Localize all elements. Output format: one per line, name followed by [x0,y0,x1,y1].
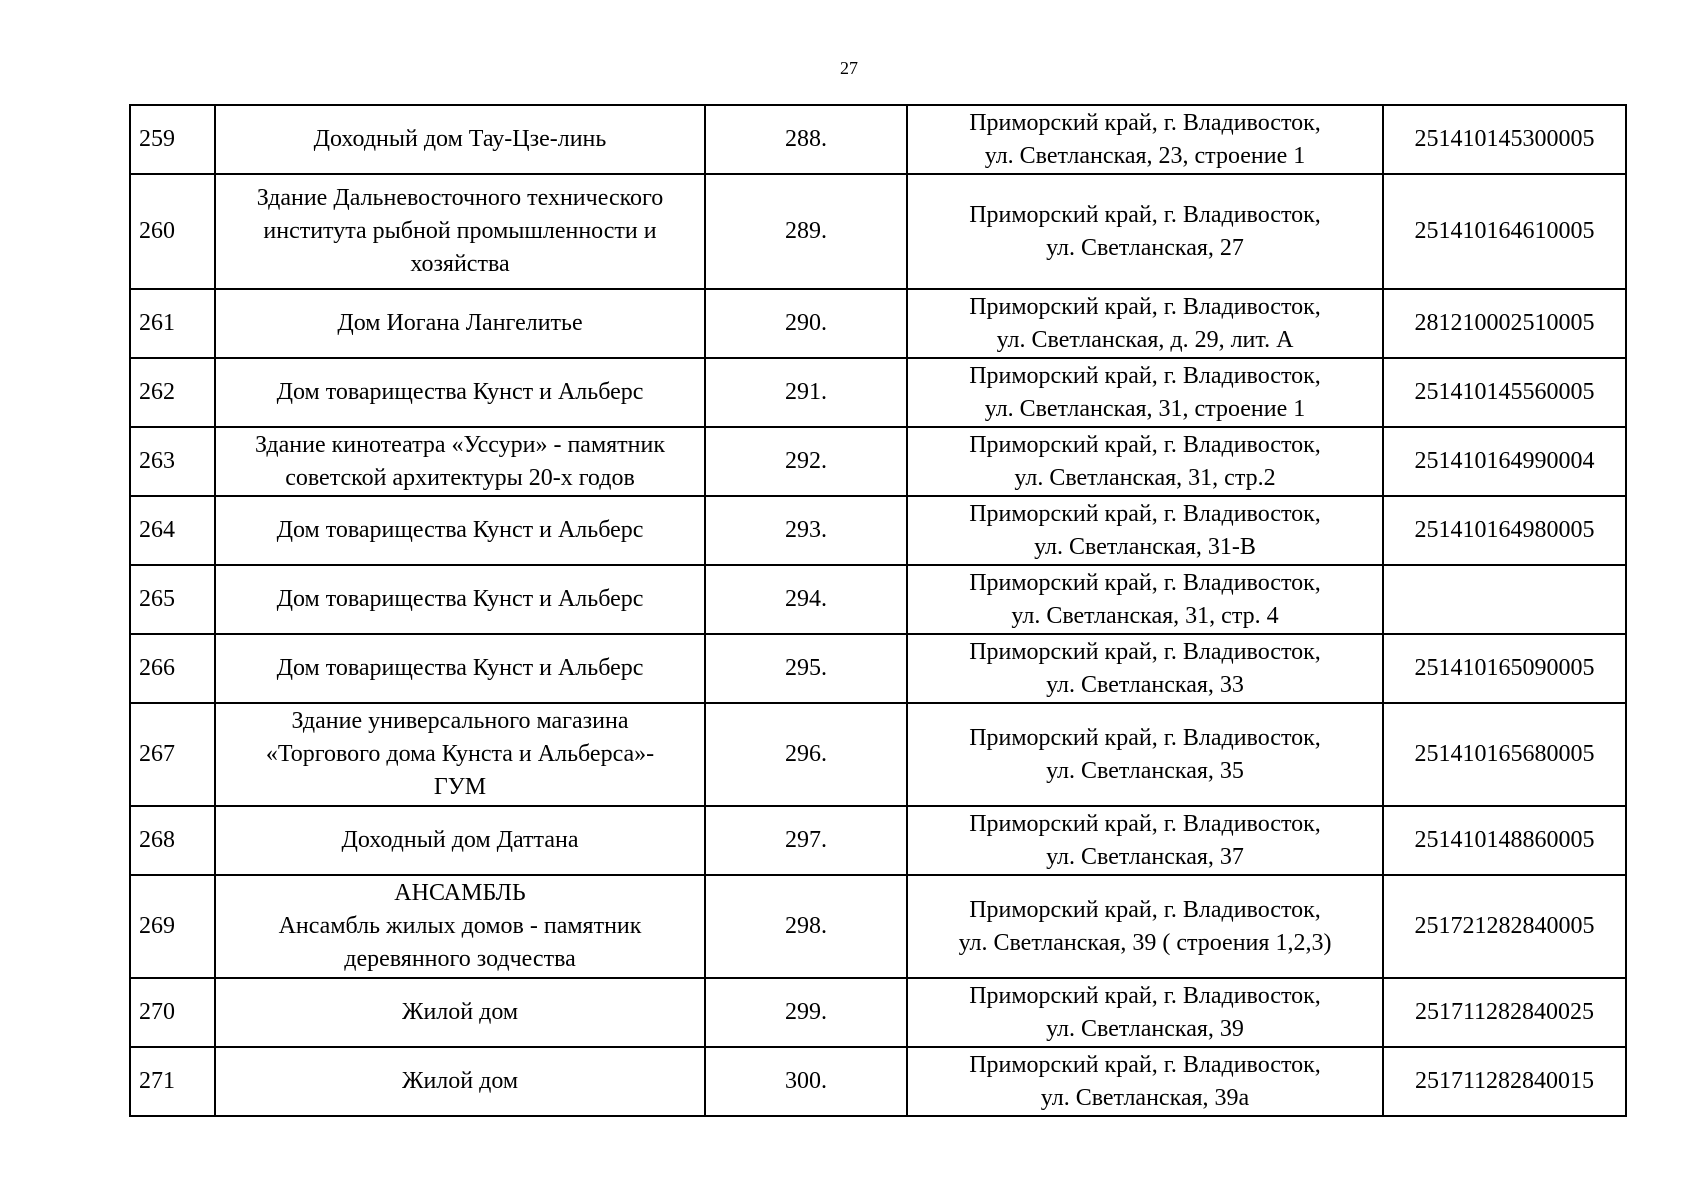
table-row [130,427,1626,496]
item-index-cell: 294. [705,565,907,634]
address-cell: Приморский край, г. Владивосток, ул. Светланская, д. 29, лит. А [907,289,1383,358]
object-name-cell: АНСАМБЛЬ Ансамбль жилых домов - памятник деревянного зодчества [215,875,705,978]
row-number-cell: 259 [130,105,215,174]
address-cell: Приморский край, г. Владивосток, ул. Светланская, 27 [907,174,1383,289]
object-name-cell: Дом Иогана Лангелитье [215,289,705,358]
row-number-cell: 267 [130,703,215,806]
item-index-cell: 292. [705,427,907,496]
table-row [130,358,1626,427]
table-row [130,634,1626,703]
registry-code-cell: 251410145560005 [1383,358,1626,427]
item-index-cell: 295. [705,634,907,703]
table-row [130,105,1626,174]
object-name-cell: Дом товарищества Кунст и Альберс [215,358,705,427]
object-name-cell: Дом товарищества Кунст и Альберс [215,496,705,565]
table-row [130,289,1626,358]
object-name-cell: Дом товарищества Кунст и Альберс [215,634,705,703]
object-name-cell: Здание универсального магазина «Торгового дома Кунста и Альберса»- ГУМ [215,703,705,806]
object-name-cell: Жилой дом [215,978,705,1047]
registry-code-cell: 251410165090005 [1383,634,1626,703]
address-cell: Приморский край, г. Владивосток, ул. Светланская, 31, строение 1 [907,358,1383,427]
address-cell: Приморский край, г. Владивосток, ул. Светланская, 35 [907,703,1383,806]
table-row [130,806,1626,875]
address-cell: Приморский край, г. Владивосток, ул. Светланская, 33 [907,634,1383,703]
row-number-cell: 265 [130,565,215,634]
row-number-cell: 266 [130,634,215,703]
address-cell: Приморский край, г. Владивосток, ул. Светланская, 39а [907,1047,1383,1116]
object-name-cell: Здание кинотеатра «Уссури» - памятник советской архитектуры 20-х годов [215,427,705,496]
registry-code-cell: 251410164980005 [1383,496,1626,565]
item-index-cell: 297. [705,806,907,875]
row-number-cell: 271 [130,1047,215,1116]
registry-code-cell: 251711282840025 [1383,978,1626,1047]
registry-code-cell: 251410145300005 [1383,105,1626,174]
address-cell: Приморский край, г. Владивосток, ул. Светланская, 23, строение 1 [907,105,1383,174]
table-row [130,565,1626,634]
row-number-cell: 260 [130,174,215,289]
table-row [130,496,1626,565]
registry-code-cell: 251711282840015 [1383,1047,1626,1116]
registry-code-cell: 281210002510005 [1383,289,1626,358]
row-number-cell: 263 [130,427,215,496]
registry-code-cell: 251410165680005 [1383,703,1626,806]
item-index-cell: 288. [705,105,907,174]
row-number-cell: 270 [130,978,215,1047]
object-name-cell: Доходный дом Тау-Цзе-линь [215,105,705,174]
registry-code-cell: 251410164990004 [1383,427,1626,496]
address-cell: Приморский край, г. Владивосток, ул. Светланская, 39 [907,978,1383,1047]
table-row [130,978,1626,1047]
item-index-cell: 289. [705,174,907,289]
row-number-cell: 264 [130,496,215,565]
object-name-cell: Дом товарищества Кунст и Альберс [215,565,705,634]
item-index-cell: 296. [705,703,907,806]
registry-code-cell: 251410164610005 [1383,174,1626,289]
row-number-cell: 261 [130,289,215,358]
address-cell: Приморский край, г. Владивосток, ул. Светланская, 39 ( строения 1,2,3) [907,875,1383,978]
address-cell: Приморский край, г. Владивосток, ул. Светланская, 31-В [907,496,1383,565]
address-cell: Приморский край, г. Владивосток, ул. Светланская, 37 [907,806,1383,875]
registry-code-cell [1383,565,1626,634]
object-name-cell: Доходный дом Даттана [215,806,705,875]
address-cell: Приморский край, г. Владивосток, ул. Светланская, 31, стр.2 [907,427,1383,496]
item-index-cell: 291. [705,358,907,427]
row-number-cell: 268 [130,806,215,875]
page-number: 27 [840,58,858,78]
item-index-cell: 299. [705,978,907,1047]
object-name-cell: Здание Дальневосточного технического института рыбной промышленности и хозяйства [215,174,705,289]
address-cell: Приморский край, г. Владивосток, ул. Светланская, 31, стр. 4 [907,565,1383,634]
table-row [130,174,1626,289]
registry-code-cell: 251721282840005 [1383,875,1626,978]
table-row [130,875,1626,978]
registry-code-cell: 251410148860005 [1383,806,1626,875]
heritage-registry-table [129,104,1627,1117]
item-index-cell: 293. [705,496,907,565]
object-name-cell: Жилой дом [215,1047,705,1116]
item-index-cell: 300. [705,1047,907,1116]
row-number-cell: 262 [130,358,215,427]
item-index-cell: 298. [705,875,907,978]
table-row [130,1047,1626,1116]
table-row [130,703,1626,806]
item-index-cell: 290. [705,289,907,358]
row-number-cell: 269 [130,875,215,978]
